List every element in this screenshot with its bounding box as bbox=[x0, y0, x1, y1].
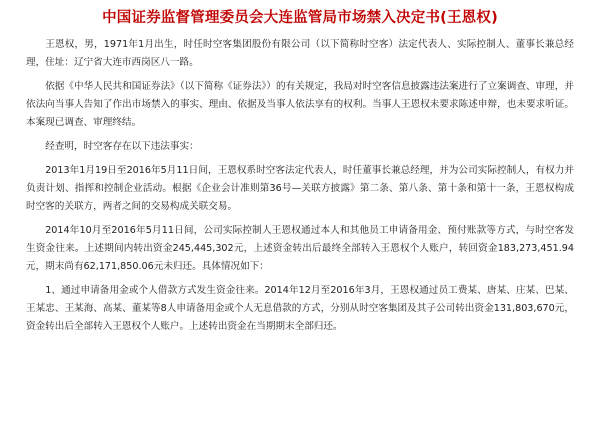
paragraph-item-1: 1、通过申请备用金或个人借款方式发生资金往来。2014年12月至2016年3月，王恩权通过员工费某、唐某、庄某、巴某、王某忠、王某海、高某、董某等8人申请备用金或个人无息借款的方式，分别从时空客集团及其子公司转出资金131,803,670元，资金转出后全部转入王恩权个人账户。上述转出资金在当期期末全部归还。 bbox=[26, 285, 574, 332]
document-title: 中国证券监督管理委员会大连监管局市场禁入决定书(王恩权) bbox=[102, 10, 498, 26]
paragraph-personal-info: 王恩权，男，1971年1月出生，时任时空客集团股份有限公司（以下简称时空客）法定代表人、实际控制人、董事长兼总经理，住址：辽宁省大连市西岗区八一路。 bbox=[26, 39, 574, 68]
paragraph-legal-basis: 依据《中华人民共和国证券法》（以下简称《证券法》）的有关规定，我局对时空客信息披露违法案进行了立案调查、审理，并依法向当事人告知了作出市场禁入的事实、理由、依据及当事人依法享有的权利。当事人王恩权未要求陈述申辩，也未要求听证。本案现已调查、审理终结。 bbox=[26, 81, 574, 128]
paragraph-fund-transfers: 2014年10月至2016年5月11日间，公司实际控制人王恩权通过本人和其他员工申请备用金、预付账款等方式，与时空客发生资金往来。上述期间内转出资金245,445,302元，上述资金转出后最终全部转入王恩权个人账户，转回资金183,273,451.94元，期末尚有62,171,850.06元未归还。具体情况如下： bbox=[26, 225, 574, 272]
paragraph-related-party: 2013年1月19日至2016年5月11日间，王恩权系时空客法定代表人，时任董事长兼总经理，并为公司实际控制人，有权力并负责计划、指挥和控制企业活动。根据《企业会计准则第36号—关联方披露》第二条、第八条、第十条和第十一条，王恩权构成时空客的关联方，两者之间的交易构成关联交易。 bbox=[26, 165, 574, 212]
paragraph-findings-intro: 经查明，时空客存在以下违法事实： bbox=[45, 141, 199, 152]
